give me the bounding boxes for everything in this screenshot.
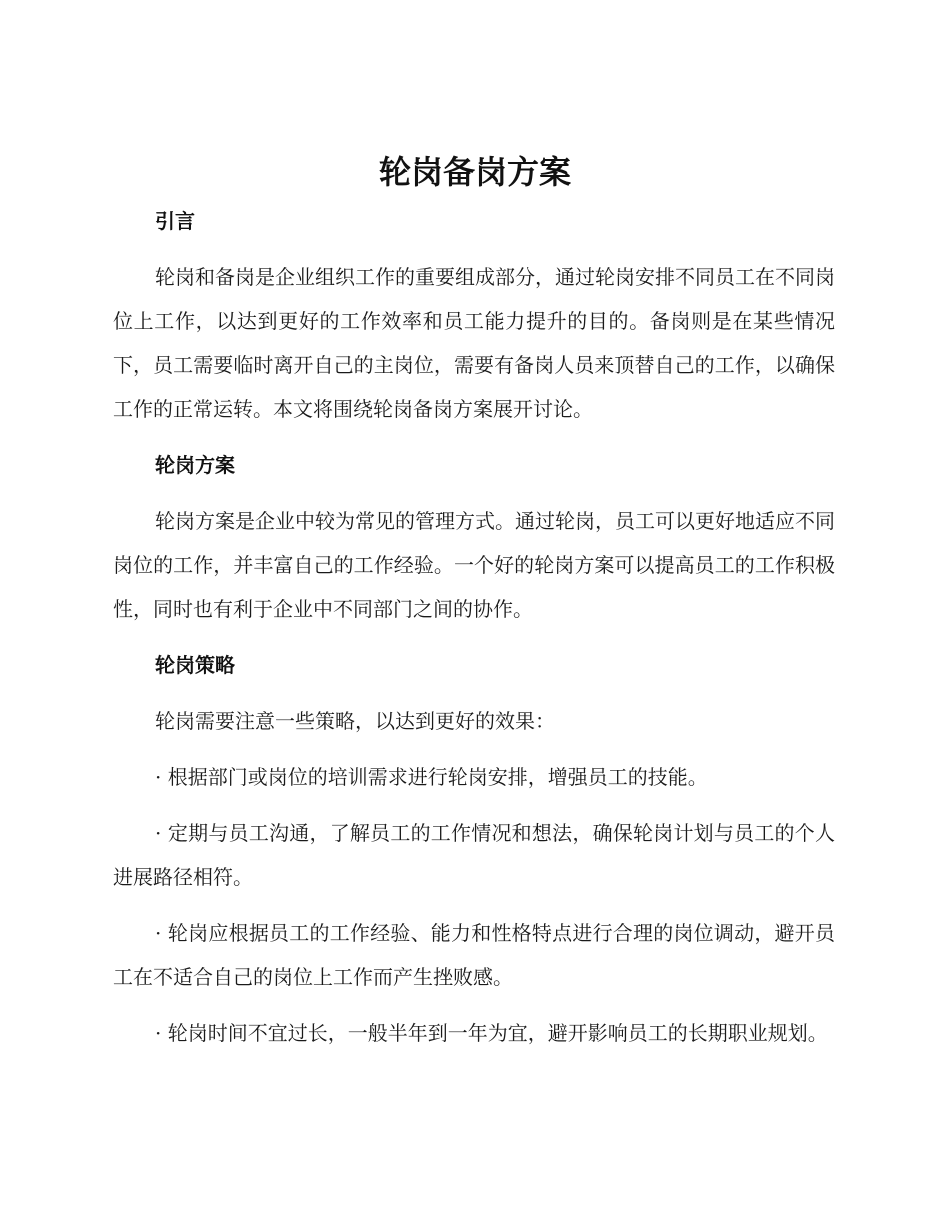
section-heading-intro: 引言 xyxy=(155,209,195,233)
paragraph: 轮岗方案是企业中较为常见的管理方式。通过轮岗，员工可以更好地适应不同岗位的工作，并丰富自己的工作经验。一个好的轮岗方案可以提高员工的工作积极性，同时也有利于企业中不同部门之间的协作。 xyxy=(113,509,835,621)
bullet-item: · 根据部门或岗位的培训需求进行轮岗安排，增强员工的技能。 xyxy=(155,765,708,789)
bullet-item: · 轮岗时间不宜过长，一般半年到一年为宜，避开影响员工的长期职业规划。 xyxy=(155,1021,828,1045)
document-body xyxy=(113,199,835,1055)
section-heading-rotation-plan: 轮岗方案 xyxy=(155,453,235,477)
paragraph: 轮岗和备岗是企业组织工作的重要组成部分，通过轮岗安排不同员工在不同岗位上工作，以达到更好的工作效率和员工能力提升的目的。备岗则是在某些情况下，员工需要临时离开自己的主岗位，需要有备岗人员来顶替自己的工作，以确保工作的正常运转。本文将围绕轮岗备岗方案展开讨论。 xyxy=(113,265,835,421)
section-heading-rotation-strategy: 轮岗策略 xyxy=(155,653,235,677)
bullet-item: · 定期与员工沟通，了解员工的工作情况和想法，确保轮岗计划与员工的个人进展路径相符。 xyxy=(113,821,835,889)
document-title: 轮岗备岗方案 xyxy=(378,153,571,191)
paragraph: 轮岗需要注意一些策略，以达到更好的效果： xyxy=(155,709,555,733)
bullet-item: · 轮岗应根据员工的工作经验、能力和性格特点进行合理的岗位调动，避开员工在不适合自己的岗位上工作而产生挫败感。 xyxy=(113,921,835,989)
